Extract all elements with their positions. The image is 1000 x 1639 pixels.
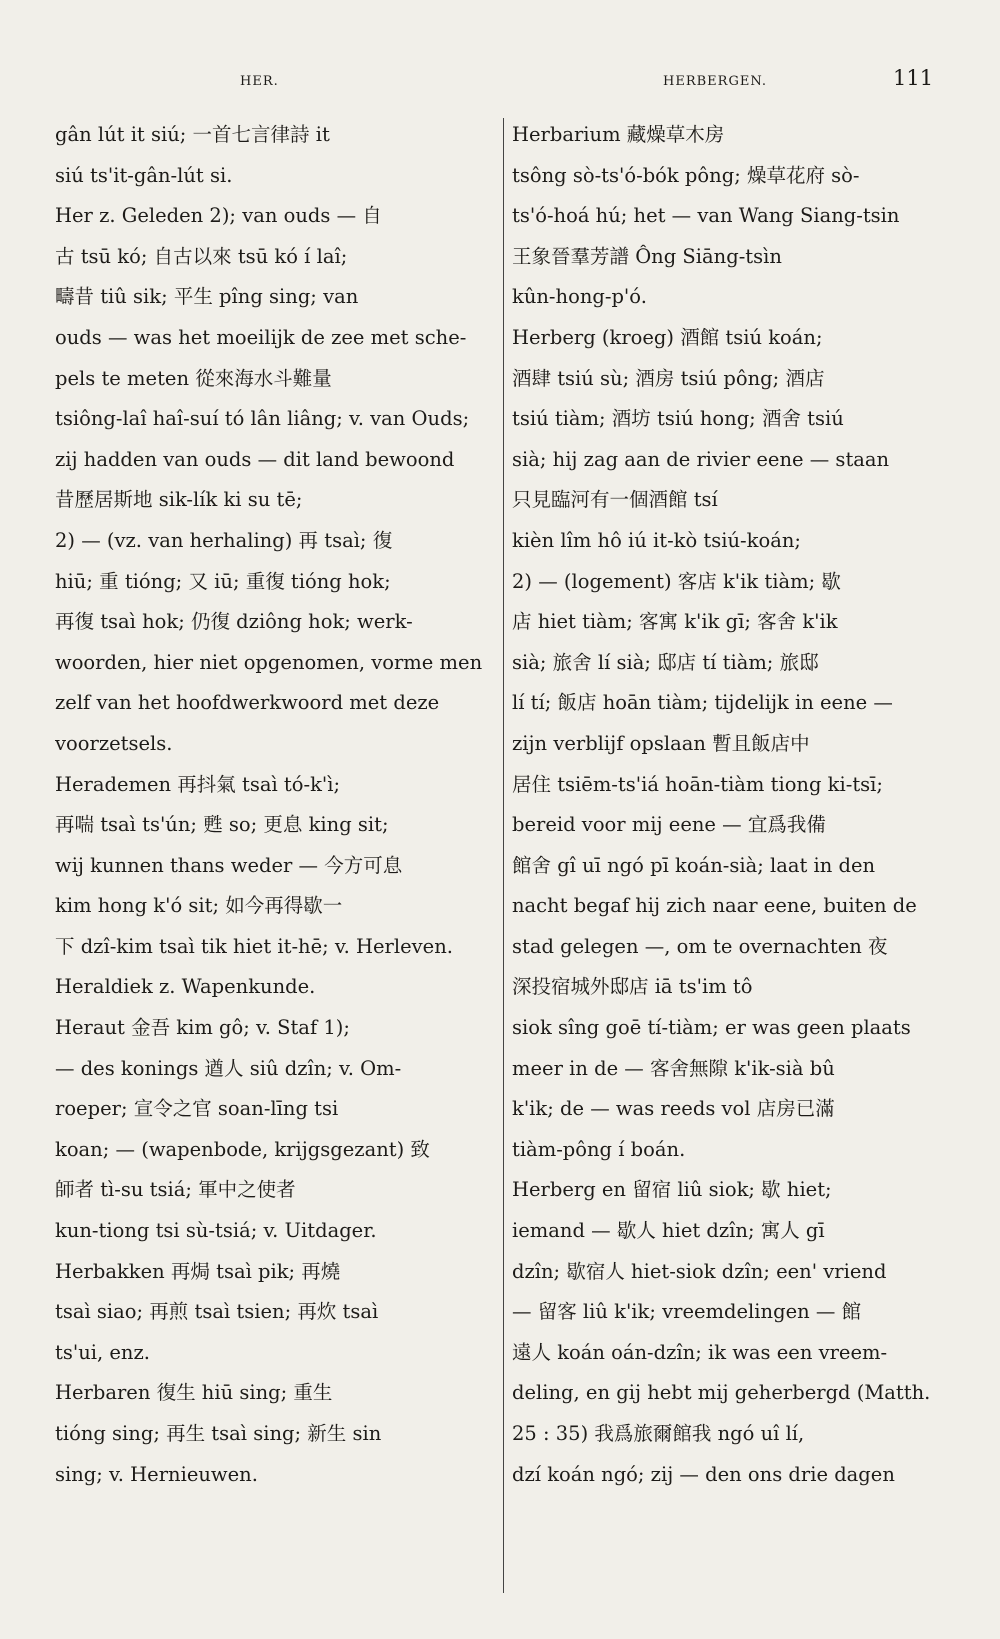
text-line: zelf van het hoofdwerkwoord met deze <box>55 691 440 715</box>
text-line: tiàm-pông í boán. <box>512 1137 686 1161</box>
text-line: 酒肆 tsiú sù; 酒房 tsiú pông; 酒店 <box>512 366 825 390</box>
text-line: tsaì siao; 再煎 tsaì tsien; 再炊 tsaì <box>55 1300 379 1324</box>
text-line: Herbarium 藏燥草木房 <box>512 123 725 146</box>
running-head-left: HER. <box>240 74 279 89</box>
text-line: 再喘 tsaì ts'ún; 甦 so; 更息 king sit; <box>55 813 389 837</box>
text-line: 古 tsū kó; 自古以來 tsū kó í laî; <box>55 244 348 268</box>
text-line: voorzetsels. <box>55 731 173 755</box>
text-line: bereid voor mij eene — 宜爲我備 <box>512 813 826 837</box>
text-line: zij hadden van ouds — dit land bewoond <box>55 447 455 471</box>
text-line: hiū; 重 tióng; 又 iū; 重復 tióng hok; <box>55 569 391 593</box>
text-line: 25 : 35) 我爲旅爾館我 ngó uî lí, <box>512 1422 805 1445</box>
text-line: Herademen 再抖氣 tsaì tó-k'ì; <box>55 772 341 796</box>
running-head <box>0 66 1000 96</box>
text-line: 下 dzî-kim tsaì tik hiet it-hē; v. Herleven. <box>55 934 453 958</box>
text-line: kièn lîm hô iú it-kò tsiú-koán; <box>512 528 801 552</box>
page-number: 111 <box>893 66 934 90</box>
text-line: kim hong k'ó sit; 如今再得歇一 <box>55 894 343 918</box>
text-line: 館舍 gî uī ngó pī koán-sià; laat in den <box>512 853 876 877</box>
text-line: 深投宿城外邸店 iā ts'im tô <box>512 975 753 999</box>
left-column <box>55 115 485 1495</box>
text-line: 昔歷居斯地 sik-lík ki su tē; <box>55 488 303 512</box>
text-line: 師者 tì-su tsiá; 軍中之使者 <box>55 1178 296 1202</box>
text-line: tsiú tiàm; 酒坊 tsiú hong; 酒舍 tsiú <box>512 407 844 431</box>
text-line: ts'ó-hoá hú; het — van Wang Siang-tsin <box>512 204 900 228</box>
text-line: 王象晉羣芳譜 Ông Siāng-tsìn <box>512 244 782 268</box>
text-line: zijn verblijf opslaan 暫且飯店中 <box>512 731 810 755</box>
text-line: stad gelegen —, om te overnachten 夜 <box>512 934 888 958</box>
text-line: siok sîng goē tí-tiàm; er was geen plaats <box>512 1016 911 1040</box>
text-line: sing; v. Hernieuwen. <box>55 1462 258 1486</box>
text-line: Heraldiek z. Wapenkunde. <box>55 975 316 999</box>
text-line: ts'ui, enz. <box>55 1340 150 1364</box>
text-line: 只見臨河有一個酒館 tsí <box>512 488 718 512</box>
text-line: kun-tiong tsi sù-tsiá; v. Uitdager. <box>55 1219 377 1243</box>
text-line: nacht begaf hij zich naar eene, buiten de <box>512 894 917 918</box>
text-line: iemand — 歇人 hiet dzîn; 寓人 gī <box>512 1219 825 1243</box>
text-line: k'ik; de — was reeds vol 店房已滿 <box>512 1097 835 1121</box>
text-line: wij kunnen thans weder — 今方可息 <box>55 853 403 877</box>
text-line: meer in de — 客舍無隙 k'ik-sià bû <box>512 1056 835 1080</box>
text-line: kûn-hong-p'ó. <box>512 285 647 309</box>
text-line: tsông sò-ts'ó-bók pông; 燥草花府 sò- <box>512 163 860 187</box>
text-line: pels te meten 從來海水斗難量 <box>55 366 332 390</box>
text-line: ouds — was het moeilijk de zee met sche- <box>55 325 467 349</box>
text-line: 店 hiet tiàm; 客寓 k'ik gī; 客舍 k'ik <box>512 610 838 634</box>
text-line: dzîn; 歇宿人 hiet-siok dzîn; een' vriend <box>512 1259 887 1283</box>
text-line: 再復 tsaì hok; 仍復 dziông hok; werk- <box>55 610 413 634</box>
text-line: Herbaren 復生 hiū sing; 重生 <box>55 1381 333 1405</box>
text-line: tsiông-laî haî-suí tó lân liâng; v. van Ouds; <box>55 407 470 431</box>
text-line: 疇昔 tiû sik; 平生 pîng sing; van <box>55 285 359 309</box>
text-line: deling, en gij hebt mij geherbergd (Matth. <box>512 1381 931 1405</box>
running-head-right: HERBERGEN. <box>663 74 767 89</box>
text-line: Herbakken 再焗 tsaì pik; 再燒 <box>55 1259 341 1283</box>
text-line: — 留客 liû k'ik; vreemdelingen — 館 <box>512 1300 862 1324</box>
text-line: roeper; 宣令之官 soan-līng tsi <box>55 1097 339 1121</box>
text-line: Herberg en 留宿 liû siok; 歇 hiet; <box>512 1178 832 1202</box>
column-divider <box>503 118 504 1593</box>
text-line: sià; 旅舍 lí sià; 邸店 tí tiàm; 旅邸 <box>512 650 819 674</box>
text-line: Her z. Geleden 2); van ouds — 自 <box>55 204 382 228</box>
text-line: 居住 tsiēm-ts'iá hoān-tiàm tiong ki-tsī; <box>512 772 883 796</box>
right-column <box>512 115 942 1495</box>
text-line: gân lút it siú; 一首七言律詩 it <box>55 123 330 146</box>
text-line: Heraut 金吾 kim gô; v. Staf 1); <box>55 1016 350 1040</box>
text-line: 2) — (logement) 客店 k'ik tiàm; 歇 <box>512 569 841 593</box>
text-line: sià; hij zag aan de rivier eene — staan <box>512 447 890 471</box>
text-line: 遠人 koán oán-dzîn; ik was een vreem- <box>512 1340 888 1364</box>
text-line: woorden, hier niet opgenomen, vorme men <box>55 650 483 674</box>
text-line: lí tí; 飯店 hoān tiàm; tijdelijk in eene — <box>512 691 893 715</box>
text-line: siú ts'it-gân-lút si. <box>55 163 233 187</box>
text-line: dzí koán ngó; zij — den ons drie dagen <box>512 1462 895 1486</box>
text-line: 2) — (vz. van herhaling) 再 tsaì; 復 <box>55 528 393 552</box>
text-line: tióng sing; 再生 tsaì sing; 新生 sin <box>55 1422 382 1445</box>
text-line: — des konings 遒人 siû dzîn; v. Om- <box>55 1056 402 1080</box>
text-line: Herberg (kroeg) 酒館 tsiú koán; <box>512 325 823 349</box>
text-line: koan; — (wapenbode, krijgsgezant) 致 <box>55 1137 430 1161</box>
